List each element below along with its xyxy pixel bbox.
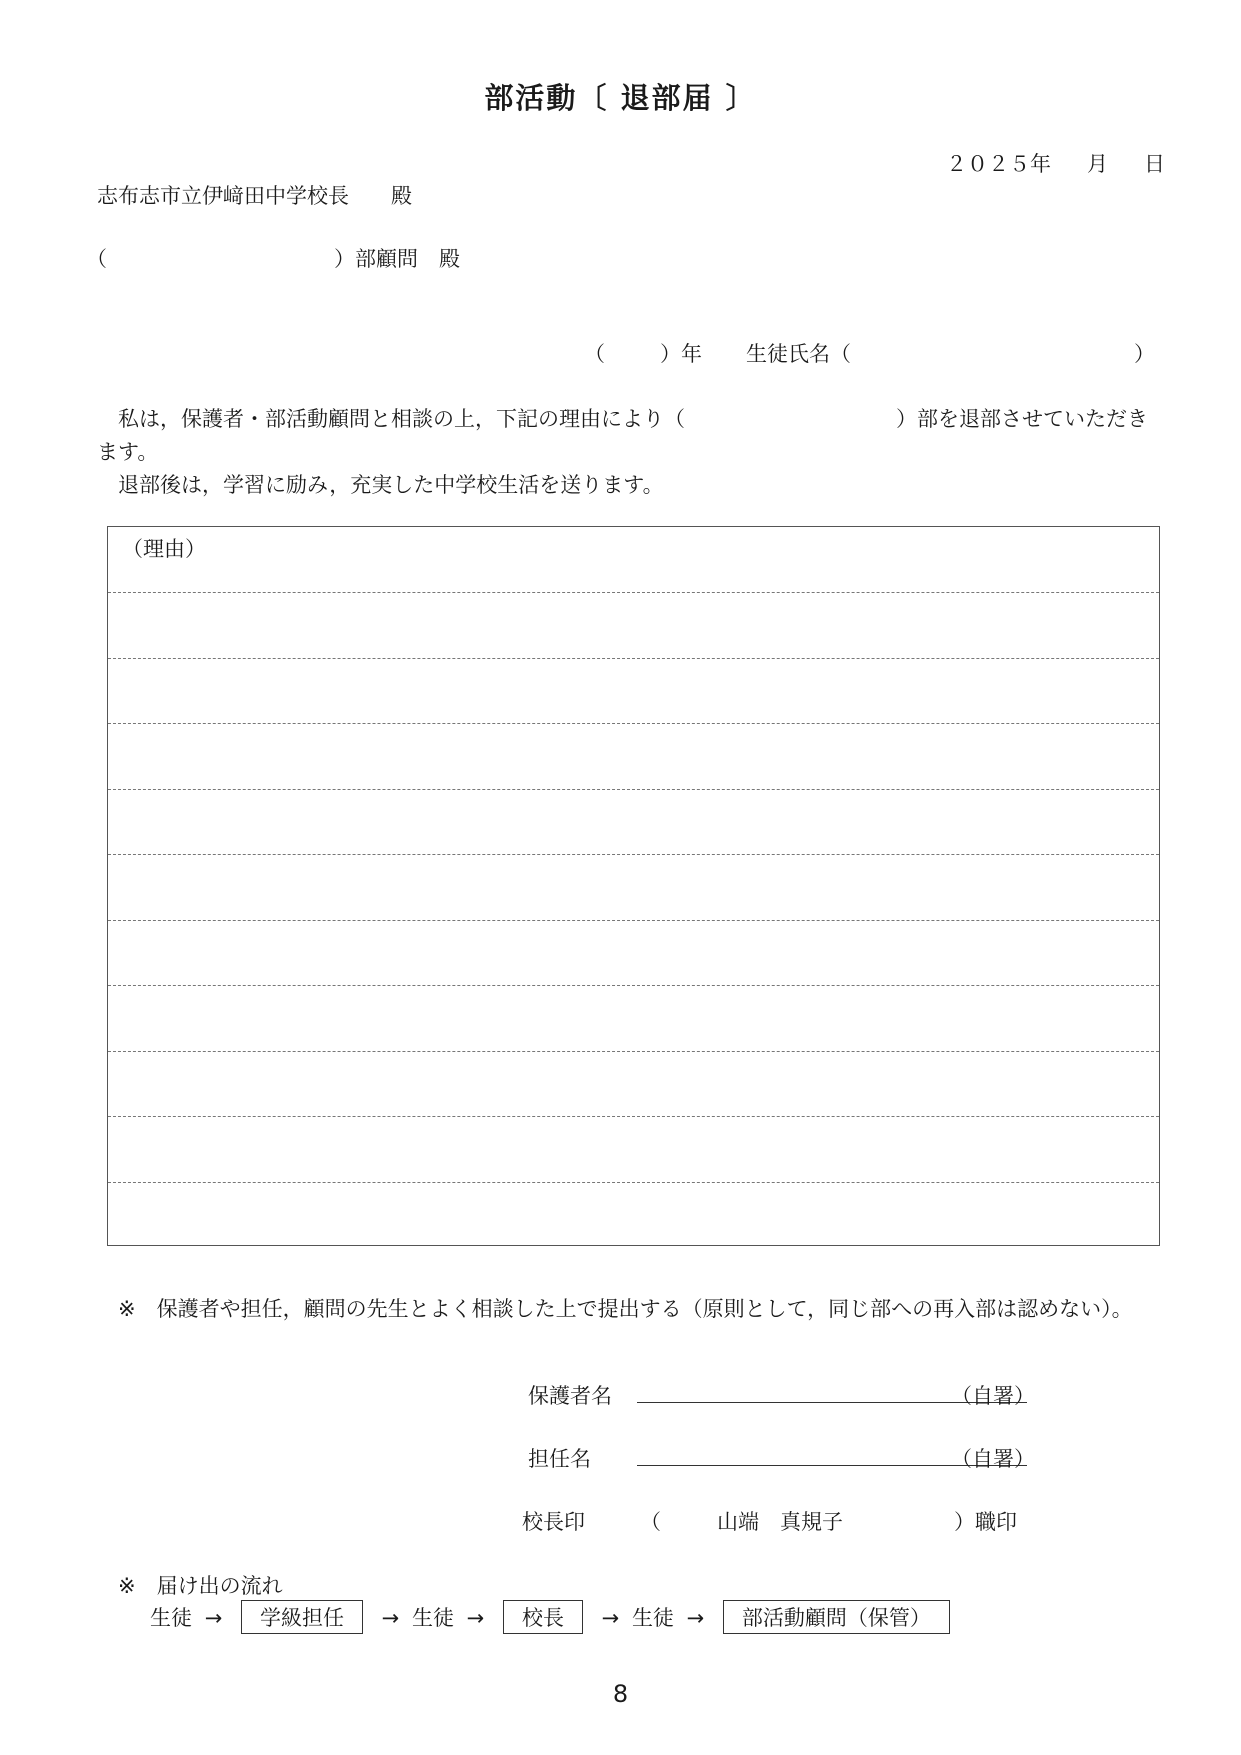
- reason-label: （理由）: [122, 537, 206, 561]
- reason-writing-line[interactable]: [108, 789, 1159, 790]
- date-line: [946, 148, 1165, 178]
- reason-writing-line[interactable]: [108, 1051, 1159, 1052]
- guardian-self-sign: （自署）: [951, 1384, 1035, 1408]
- reason-writing-line[interactable]: [108, 985, 1159, 986]
- principal-name: 山端 真規子: [717, 1510, 843, 1534]
- principal-open-paren: （: [640, 1510, 661, 1534]
- advisor-open-paren: （: [86, 247, 107, 271]
- flow-step-advisor: 部活動顧問（保管）: [723, 1600, 950, 1634]
- teacher-label: 担任名: [528, 1447, 591, 1471]
- body-line3: 退部後は，学習に励み，充実した中学校生活を送ります。: [118, 473, 664, 497]
- flow-arrow-icon: →: [466, 1606, 485, 1630]
- flow-step-homeroom: 学級担任: [241, 1600, 363, 1634]
- flow-arrow-icon: →: [381, 1606, 400, 1630]
- grade-label: ）年: [660, 342, 702, 366]
- reason-writing-line[interactable]: [108, 658, 1159, 659]
- reason-writing-line[interactable]: [108, 723, 1159, 724]
- reason-writing-line[interactable]: [108, 1182, 1159, 1183]
- reason-box[interactable]: [107, 526, 1160, 1246]
- student-name-close-paren: ）: [1134, 342, 1155, 366]
- flow-arrow-icon: →: [686, 1606, 705, 1630]
- reason-writing-line[interactable]: [108, 1116, 1159, 1117]
- student-name-label: 生徒氏名（: [746, 342, 851, 366]
- date-year: ２０２５年: [946, 152, 1051, 176]
- reason-writing-line[interactable]: [108, 920, 1159, 921]
- submission-note: ※ 保護者や担任，顧問の先生とよく相談した上で提出する（原則として，同じ部への再入部は認めない）。: [118, 1297, 1133, 1321]
- date-month: 月: [1087, 152, 1108, 176]
- principal-label: 校長印: [522, 1510, 585, 1534]
- body-line1-end: ）部を退部させていただき: [896, 407, 1148, 431]
- flow-step-principal: 校長: [503, 1600, 583, 1634]
- date-day: 日: [1144, 152, 1165, 176]
- flow-heading: ※ 届け出の流れ: [118, 1574, 283, 1598]
- flow-student-2: 生徒: [411, 1606, 454, 1630]
- reason-writing-line[interactable]: [108, 592, 1159, 593]
- page-title: 部活動〔 退部届 〕: [484, 81, 757, 115]
- body-line1-start: 私は，保護者・部活動顧問と相談の上，下記の理由により（: [118, 407, 685, 431]
- flow-arrow-icon: →: [601, 1606, 620, 1630]
- teacher-self-sign: （自署）: [951, 1447, 1035, 1471]
- body-line2: ます。: [97, 440, 159, 464]
- advisor-label: ）部顧問 殿: [334, 247, 460, 271]
- guardian-label: 保護者名: [528, 1384, 612, 1408]
- addressee-principal: 志布志市立伊﨑田中学校長 殿: [97, 184, 412, 208]
- flow-student-3: 生徒: [631, 1606, 674, 1630]
- flow-arrow-icon: →: [204, 1606, 223, 1630]
- submission-flow: [150, 1600, 956, 1634]
- page-number: 8: [612, 1680, 629, 1708]
- reason-writing-line[interactable]: [108, 854, 1159, 855]
- grade-open-paren: （: [584, 342, 605, 366]
- principal-seal-label: ）職印: [954, 1510, 1017, 1534]
- flow-student-1: 生徒: [150, 1606, 192, 1630]
